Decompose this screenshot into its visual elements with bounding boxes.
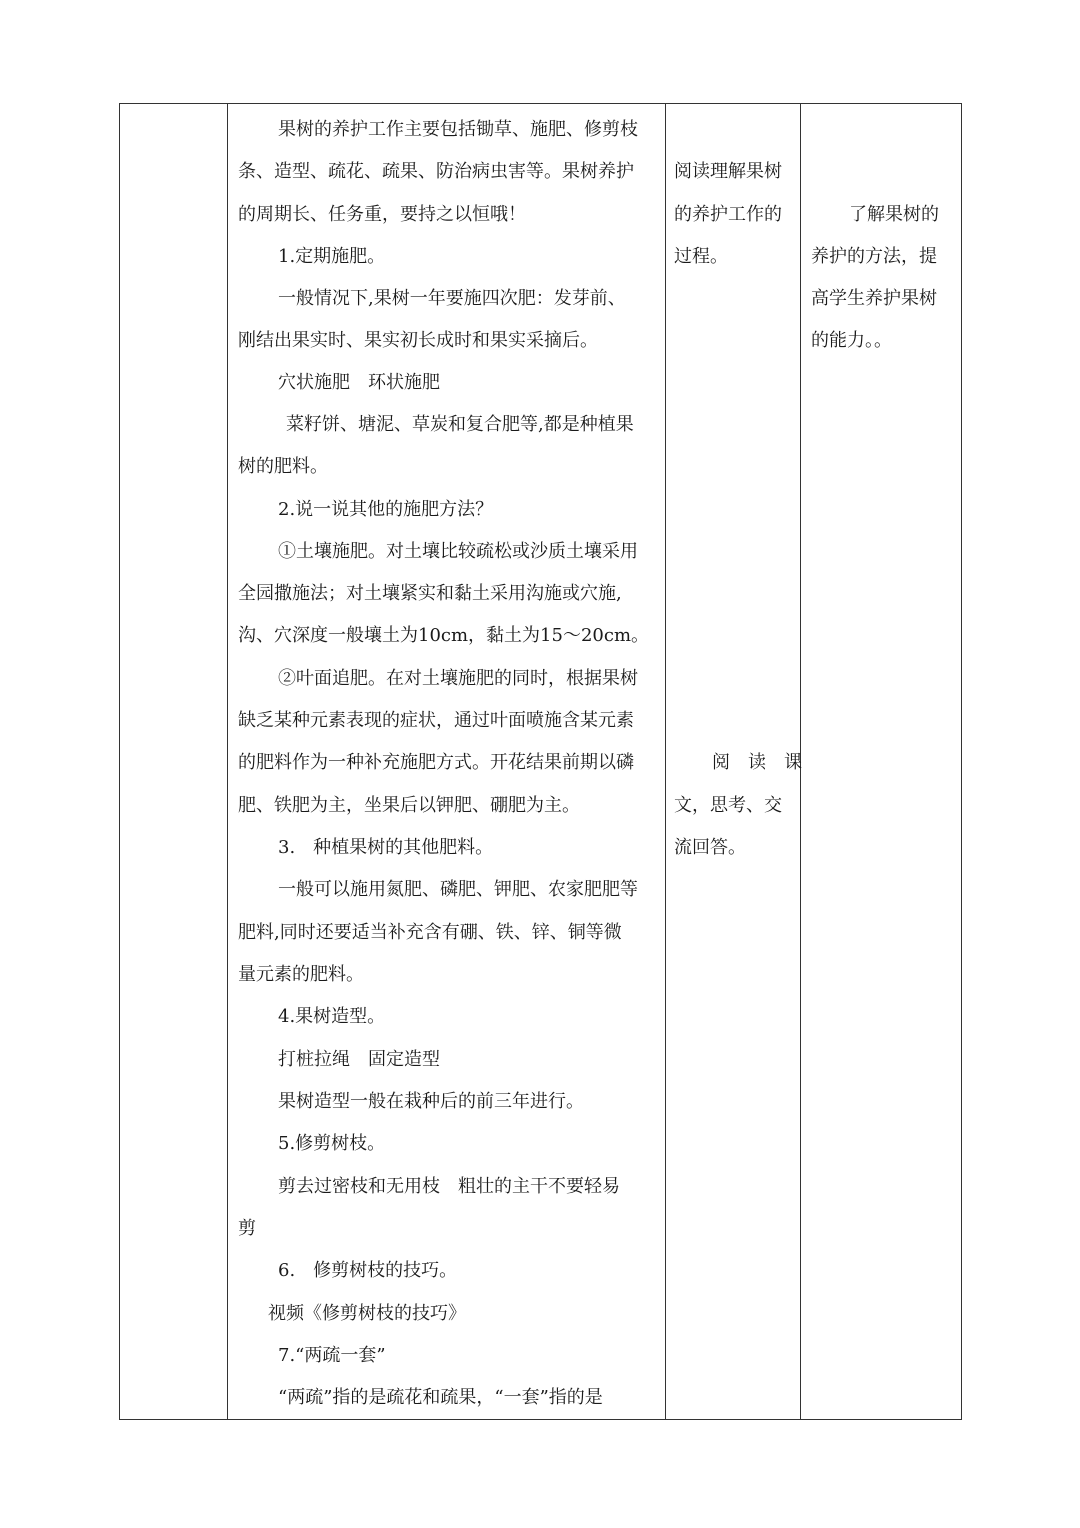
- content-line: ②叶面追肥。在对土壤施肥的同时，根据果树: [278, 668, 638, 689]
- activity-line: 阅读理解果树: [674, 161, 782, 182]
- content-line: 7.“两疏一套”: [278, 1345, 386, 1366]
- content-line: 刚结出果实时、果实初长成时和果实采摘后。: [238, 330, 598, 351]
- student-activity-cell: [666, 104, 800, 1419]
- activity-line: 阅 读 课: [712, 752, 802, 773]
- content-line: 果树造型一般在栽种后的前三年进行。: [278, 1091, 584, 1112]
- intent-line: 了解果树的: [849, 204, 939, 225]
- content-line: 条、造型、疏花、疏果、防治病虫害等。果树养护: [238, 161, 634, 182]
- content-line: 树的肥料。: [238, 456, 328, 477]
- activity-line: 过程。: [674, 246, 728, 267]
- activity-line: 的养护工作的: [674, 204, 782, 225]
- content-line: 3. 种植果树的其他肥料。: [278, 837, 494, 858]
- content-line: ①土壤施肥。对土壤比较疏松或沙质土壤采用: [278, 541, 638, 562]
- intent-line: 高学生养护果树: [811, 288, 937, 309]
- content-line: 5.修剪树枝。: [278, 1133, 386, 1154]
- content-line: 量元素的肥料。: [238, 964, 364, 985]
- content-line: 视频《修剪树枝的技巧》: [268, 1303, 466, 1324]
- content-line: 沟、穴深度一般壤土为10cm，黏土为15～20cm。: [238, 625, 650, 646]
- content-line: 的周期长、任务重，要持之以恒哦！: [238, 204, 526, 225]
- content-line: 1.定期施肥。: [278, 246, 386, 267]
- content-line: 全园撒施法；对土壤紧实和黏土采用沟施或穴施,: [238, 583, 622, 604]
- content-line: 的肥料作为一种补充施肥方式。开花结果前期以磷: [238, 752, 634, 773]
- content-line: 一般可以施用氮肥、磷肥、钾肥、农家肥肥等: [278, 879, 638, 900]
- content-line: 穴状施肥 环状施肥: [278, 372, 440, 393]
- lesson-table: [119, 103, 962, 1420]
- content-line: 一般情况下,果树一年要施四次肥：发芽前、: [278, 288, 626, 309]
- teaching-content-cell: [228, 104, 665, 1419]
- activity-line: 流回答。: [674, 837, 746, 858]
- content-line: 6. 修剪树枝的技巧。: [278, 1260, 458, 1281]
- content-line: 果树的养护工作主要包括锄草、施肥、修剪枝: [278, 119, 638, 140]
- content-line: “两疏”指的是疏花和疏果，“一套”指的是: [278, 1387, 603, 1408]
- content-line: 4.果树造型。: [278, 1006, 386, 1027]
- intent-line: 的能力。。: [811, 330, 892, 351]
- content-line: 打桩拉绳 固定造型: [278, 1049, 440, 1070]
- content-line: 剪: [238, 1218, 256, 1239]
- content-line: 肥料,同时还要适当补充含有硼、铁、锌、铜等微: [238, 922, 622, 943]
- design-intent-cell: [801, 104, 962, 1419]
- blank-cell: [120, 104, 227, 1419]
- content-line: 菜籽饼、塘泥、草炭和复合肥等,都是种植果: [286, 414, 634, 435]
- content-line: 肥、铁肥为主，坐果后以钾肥、硼肥为主。: [238, 795, 580, 816]
- content-line: 缺乏某种元素表现的症状，通过叶面喷施含某元素: [238, 710, 634, 731]
- content-line: 剪去过密枝和无用枝 粗壮的主干不要轻易: [278, 1176, 620, 1197]
- intent-line: 养护的方法，提: [811, 246, 937, 267]
- content-line: 2.说一说其他的施肥方法？: [278, 499, 494, 520]
- activity-line: 文，思考、交: [674, 795, 782, 816]
